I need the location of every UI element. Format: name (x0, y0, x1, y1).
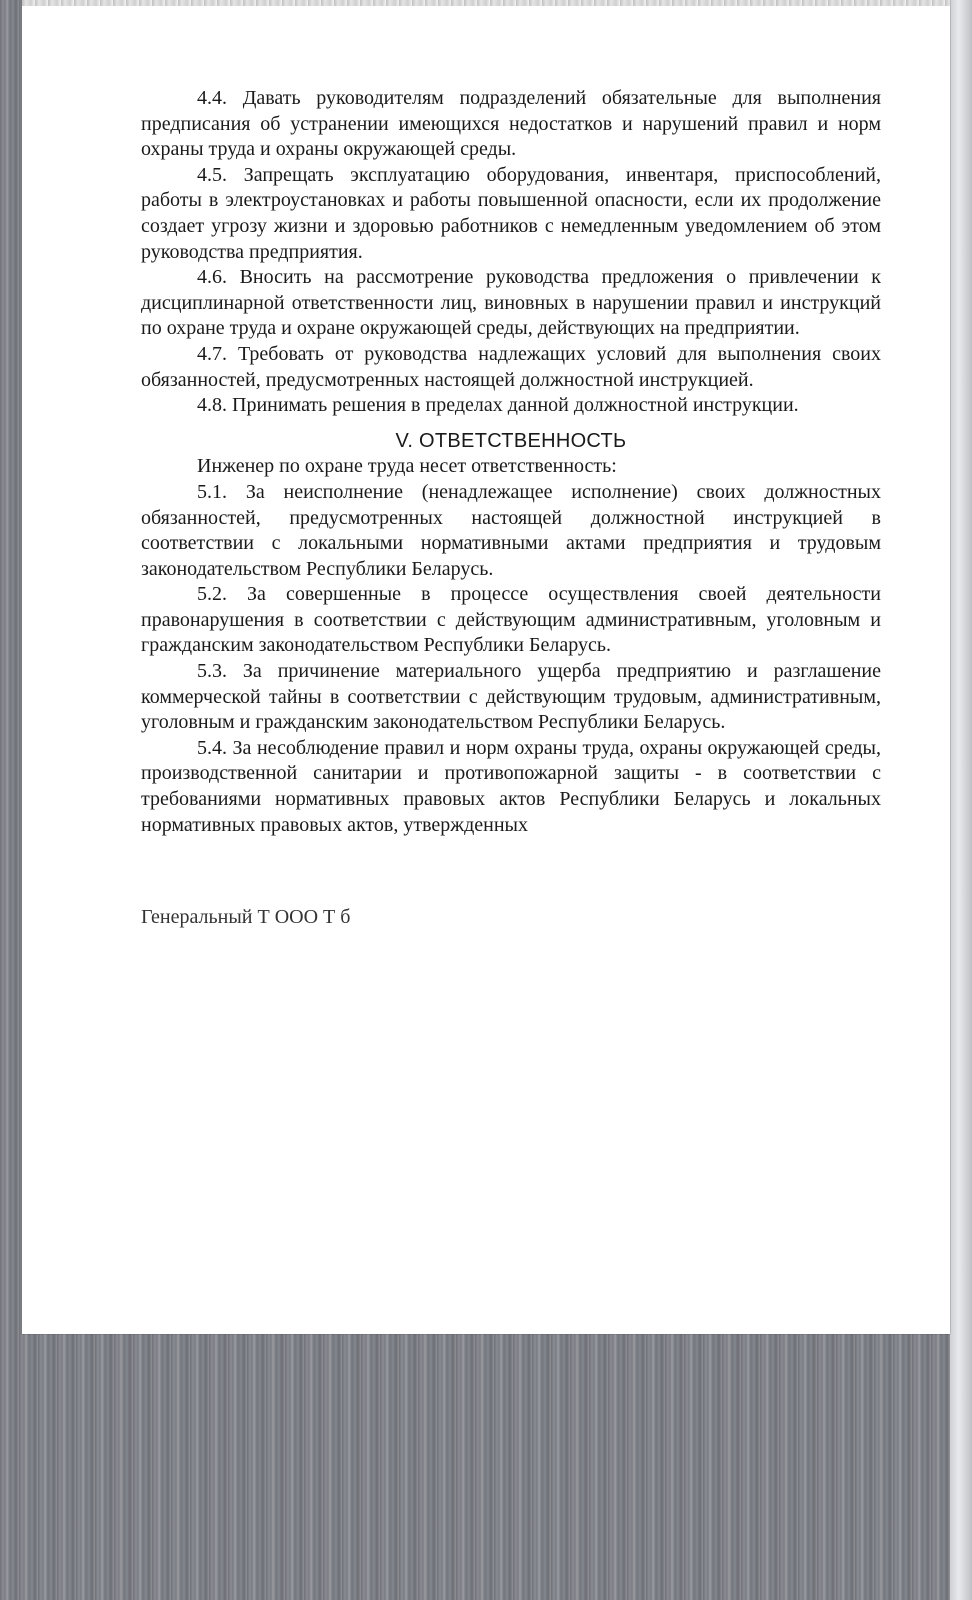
paragraph-4-4: 4.4. Давать руководителям подразделений обязательные для выполнения предписания об устранении имеющихся недостатков и нарушений правил и норм охраны труда и охраны окружающей среды. (141, 87, 881, 161)
paragraph-5-4: 5.4. За несоблюдение правил и норм охраны труда, охраны окружающей среды, производственной санитарии и противопожарной защиты - в соответствии с требованиями нормативных правовых актов Республики Беларусь и локальных нормативных правовых актов, утвержденных (141, 736, 881, 836)
cut-off-text: Генеральный Т ООО Т б (141, 906, 351, 928)
paragraph-5-3: 5.3. За причинение материального ущерба предприятию и разглашение коммерческой тайны в соответствии с действующим трудовым, административным, уголовным и гражданским законодательством Республики Беларусь. (141, 660, 881, 734)
paragraph-4-5: 4.5. Запрещать эксплуатацию оборудования, инвентаря, приспособлений, работы в электроустановках и работы повышенной опасности, если их продолжение создает угрозу жизни и здоровью работников с немедленным уведомлением об этом руководства предприятия. (141, 163, 881, 263)
document-body (141, 86, 881, 838)
section-heading: V. ОТВЕТСТВЕННОСТЬ (395, 429, 627, 452)
scanner-edge (950, 0, 972, 1600)
document-page (22, 0, 950, 1334)
paragraph-5-2: 5.2. За совершенные в процессе осуществления своей деятельности правонарушения в соответствии с действующим административным, уголовным и гражданским законодательством Республики Беларусь. (141, 583, 881, 657)
paragraph-4-7: 4.7. Требовать от руководства надлежащих условий для выполнения своих обязанностей, предусмотренных настоящей должностной инструкцией. (141, 342, 881, 391)
scan-artifact-top (22, 0, 950, 6)
paragraph-4-6: 4.6. Вносить на рассмотрение руководства предложения о привлечении к дисциплинарной ответственности лиц, виновных в нарушении правил и инструкций по охране труда и охране окружающей среды, действующих на предприятии. (141, 266, 881, 340)
paragraph-4-8: 4.8. Принимать решения в пределах данной должностной инструкции. (197, 394, 799, 417)
cut-off-line (22, 906, 950, 928)
section-intro: Инженер по охране труда несет ответственность: (197, 455, 617, 478)
paragraph-5-1: 5.1. За неисполнение (ненадлежащее исполнение) своих должностных обязанностей, предусмотренных настоящей должностной инструкцией в соответствии с локальными нормативными актами предприятия и трудовым законодательством Республики Беларусь. (141, 480, 881, 580)
